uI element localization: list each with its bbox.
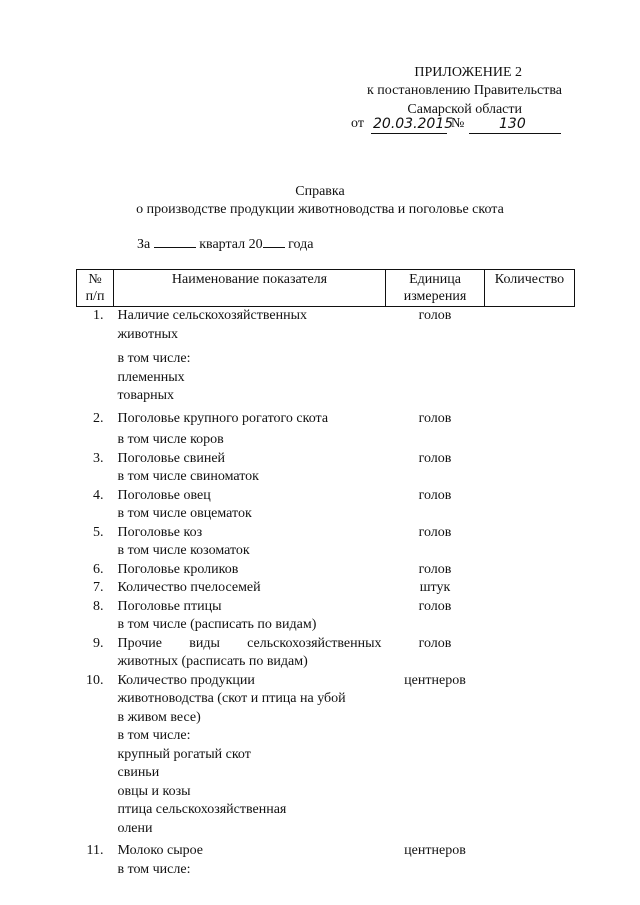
row-line: Наличие сельскохозяйственных <box>117 308 307 323</box>
appendix-label: ПРИЛОЖЕНИЕ 2 <box>414 65 522 80</box>
row-name <box>114 487 386 524</box>
document-subtitle: о производстве продукции животноводства и поголовье скота <box>136 202 504 217</box>
document-title: Справка <box>295 184 345 199</box>
header-unit <box>386 270 485 307</box>
row-unit: центнеров <box>404 843 466 858</box>
row-quantity <box>485 561 575 580</box>
table-row <box>77 561 575 580</box>
row-number: 4. <box>93 487 104 503</box>
header-num <box>77 270 114 307</box>
row-unit: центнеров <box>404 672 466 688</box>
row-line: в том числе: <box>117 351 191 366</box>
row-number: 7. <box>93 580 104 595</box>
header-qty: Количество <box>485 270 575 307</box>
row-unit: голов <box>418 524 452 540</box>
row-line: Поголовье овец <box>117 487 211 503</box>
row-name <box>114 561 386 580</box>
row-unit: голов <box>418 635 452 651</box>
date-prefix: от <box>351 116 364 131</box>
indicator-table <box>76 269 575 879</box>
date-handwritten: 20.03.2015 <box>373 116 454 132</box>
row-line: в том числе (расписать по видам) <box>117 617 317 632</box>
row-line: свиньи <box>117 765 160 780</box>
table-header-row <box>77 270 575 307</box>
row-line: олени <box>117 820 153 836</box>
period-prefix: За <box>137 237 151 252</box>
date-underline <box>371 133 447 134</box>
row-number: 8. <box>93 598 104 614</box>
table-row <box>77 487 575 524</box>
period-line <box>137 237 313 253</box>
row-line: племенных <box>117 369 185 385</box>
row-quantity <box>485 524 575 561</box>
row-line: Количество пчелосемей <box>117 580 261 595</box>
table-row <box>77 672 575 839</box>
table-row <box>77 579 575 598</box>
row-number: 1. <box>93 308 104 323</box>
row-number: 3. <box>93 450 104 466</box>
row-line: в том числе овцематок <box>117 506 252 521</box>
table-row <box>77 838 575 879</box>
number-handwritten: 130 <box>499 116 526 132</box>
row-quantity <box>485 450 575 487</box>
header-unit-line2: измерения <box>403 289 467 304</box>
table-row <box>77 450 575 487</box>
row-unit: голов <box>418 308 452 323</box>
row-name <box>114 450 386 487</box>
row-number: 6. <box>93 561 104 577</box>
row-name <box>114 579 386 598</box>
row-line: Количество продукции <box>117 672 255 688</box>
row-name <box>114 307 386 406</box>
row-quantity <box>485 838 575 879</box>
row-quantity <box>485 635 575 672</box>
row-name <box>114 406 386 450</box>
row-line: птица сельскохозяйственная <box>117 802 287 817</box>
row-line: Молоко сырое <box>117 843 203 858</box>
quarter-blank <box>154 247 196 248</box>
table-row <box>77 406 575 450</box>
row-number: 2. <box>93 410 104 426</box>
row-quantity <box>485 406 575 450</box>
number-prefix: № <box>451 116 465 131</box>
row-line: Поголовье крупного рогатого скота <box>117 410 329 426</box>
table-row <box>77 307 575 406</box>
row-line: Поголовье свиней <box>117 450 226 466</box>
date-number-line <box>351 116 566 136</box>
row-unit: голов <box>418 410 452 426</box>
row-quantity <box>485 487 575 524</box>
row-number: 10. <box>86 672 104 688</box>
row-line: животноводства (скот и птица на убой <box>117 691 346 706</box>
row-line: в том числе козоматок <box>117 543 250 558</box>
region-line: Самарской области <box>407 102 522 117</box>
row-quantity <box>485 579 575 598</box>
row-name <box>114 672 386 839</box>
resolution-line: к постановлению Правительства <box>366 83 562 98</box>
row-line: Прочие виды сельскохозяйственных <box>117 635 382 651</box>
row-quantity <box>485 672 575 839</box>
row-unit: голов <box>418 487 452 503</box>
row-name <box>114 598 386 635</box>
row-line: Поголовье кроликов <box>117 561 239 577</box>
row-unit: голов <box>418 598 452 614</box>
header-unit-line1: Единица <box>409 272 461 287</box>
row-line: Поголовье птицы <box>117 598 222 614</box>
row-line: в том числе свиноматок <box>117 469 259 484</box>
number-underline <box>469 133 561 134</box>
header-num-line1: № <box>88 272 102 287</box>
row-line: в живом весе) <box>117 709 201 725</box>
row-number: 11. <box>86 843 104 858</box>
row-unit: голов <box>418 450 452 466</box>
row-line: овцы и козы <box>117 783 191 799</box>
row-line: Поголовье коз <box>117 524 203 540</box>
row-line: животных <box>117 326 179 342</box>
table-row <box>77 524 575 561</box>
row-quantity <box>485 307 575 406</box>
row-quantity <box>485 598 575 635</box>
period-middle: квартал 20 <box>199 237 263 252</box>
row-line: животных (расписать по видам) <box>117 654 308 669</box>
header-name: Наименование показателя <box>114 270 386 307</box>
table-row <box>77 635 575 672</box>
row-line: в том числе: <box>117 728 191 743</box>
header-num-line2: п/п <box>85 289 105 304</box>
row-name <box>114 524 386 561</box>
row-number: 5. <box>93 524 104 540</box>
row-unit: штук <box>419 580 451 595</box>
row-line: крупный рогатый скот <box>117 746 251 762</box>
row-name <box>114 838 386 879</box>
row-number: 9. <box>93 635 104 651</box>
row-line: в том числе: <box>117 861 191 877</box>
row-line: в том числе коров <box>117 432 224 447</box>
year-blank <box>263 247 285 248</box>
row-name <box>114 635 386 672</box>
row-line: товарных <box>117 388 174 403</box>
table-row <box>77 598 575 635</box>
row-unit: голов <box>418 561 452 577</box>
period-suffix: года <box>288 237 314 252</box>
